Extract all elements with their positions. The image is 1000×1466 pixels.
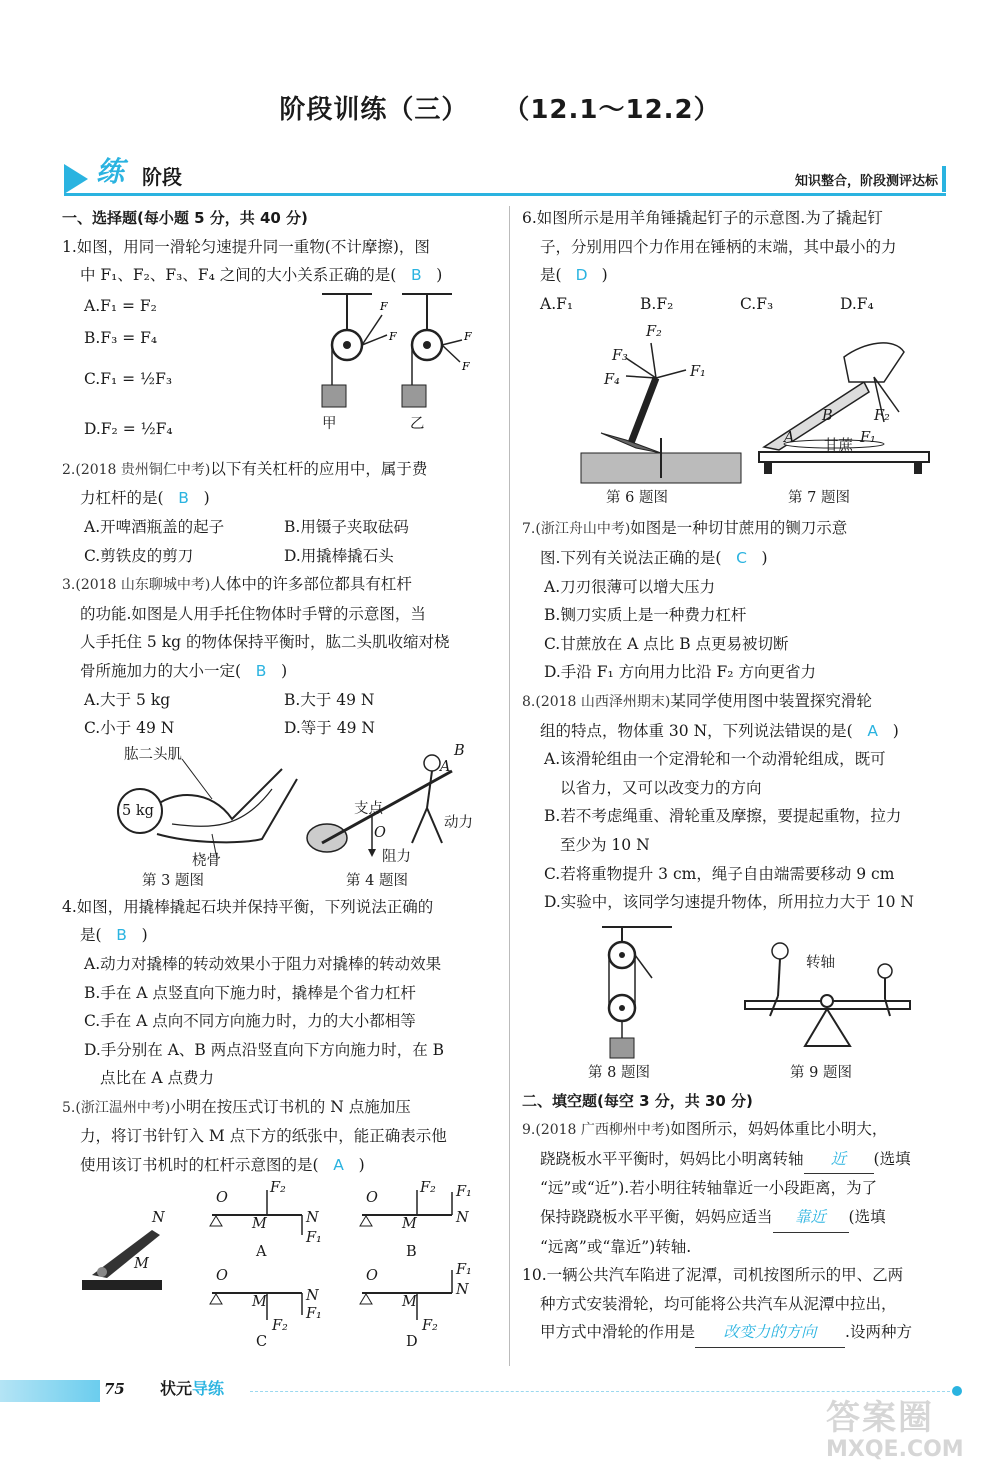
q7-source: 7.(浙江舟山中考): [522, 521, 631, 538]
q8-line1-text: 某同学使用图中装置探究滑轮: [670, 691, 872, 710]
q7-answer: C: [736, 548, 747, 567]
footer-accent: [0, 1380, 100, 1402]
q2-option-d: D.用撬棒撬石头: [284, 546, 394, 565]
svg-text:F: F: [464, 329, 472, 343]
q5-figure: [62, 1180, 502, 1360]
question-7: [522, 514, 950, 687]
question-8: [522, 687, 950, 917]
crowbar-load-label: 阻力: [382, 848, 411, 865]
lever-label-d: D: [406, 1333, 418, 1350]
lever-c-f2: F₂: [272, 1317, 288, 1334]
footer-rule: [250, 1391, 950, 1392]
q9-line2b: (选填: [873, 1149, 911, 1168]
q9-fill-2: 靠近: [773, 1203, 849, 1233]
fig8-caption: 第 8 题图: [588, 1064, 650, 1081]
q8-source: 8.(2018 山西泽州期末): [522, 693, 671, 710]
hammer-f1: F₁: [690, 364, 706, 381]
q1-option-b: B.F₃ = F₄: [84, 328, 158, 347]
fig4-caption: 第 4 题图: [346, 872, 408, 889]
q4-option-d-cont: 点比在 A 点费力: [100, 1069, 215, 1088]
lever-d-f1: F₁: [456, 1261, 472, 1278]
cutter-cane: 甘蔗: [824, 438, 853, 455]
arm-weight-label: 5 kg: [122, 802, 154, 819]
q9-line1: [522, 1115, 950, 1145]
q4-line1: 4.如图，用撬棒撬起石块并保持平衡，下列说法正确的: [62, 897, 434, 916]
hammer-f2: F₂: [646, 324, 662, 341]
section-heading-fill: 二、填空题(每空 3 分，共 30 分): [522, 1091, 753, 1110]
lever-a-n: N: [306, 1209, 319, 1226]
q1-body: [62, 290, 502, 455]
q8-option-b-cont: 至少为 10 N: [560, 835, 650, 854]
q5-line1: [62, 1093, 502, 1123]
q6-line3: 是( D ): [522, 261, 950, 290]
q1-option-d: D.F₂ = ½F₄: [84, 419, 173, 438]
q2-answer: B: [178, 489, 189, 508]
question-9: [522, 1115, 950, 1261]
stapler-m-label: M: [134, 1255, 149, 1272]
q6-option-b: B.F₂: [640, 294, 674, 313]
question-1: [62, 233, 502, 455]
lever-c-o: O: [216, 1267, 228, 1284]
q8-option-d: D.实验中，该同学匀速提升物体，所用拉力大于 10 N: [544, 893, 914, 912]
figures-6-7: [522, 318, 950, 514]
section-heading-choice: 一、选择题(每小题 5 分，共 40 分): [62, 209, 308, 227]
q9-line2: [522, 1145, 950, 1175]
q3-option-b: B.大于 49 N: [284, 690, 375, 709]
q9-line2a: 跷跷板水平平衡时，妈妈比小明离转轴: [540, 1149, 804, 1168]
q9-line4b: (选填: [848, 1208, 886, 1227]
q8-option-a: A.该滑轮组由一个定滑轮和一个动滑轮组成，既可: [544, 750, 886, 769]
question-5: [62, 1093, 502, 1360]
title-range: （12.1～12.2）: [516, 95, 721, 125]
q7-option-b: B.铡刀实质上是一种费力杠杆: [544, 606, 747, 625]
lever-a-f1: F₁: [306, 1229, 322, 1246]
pulley-block-diagram: [592, 923, 682, 1063]
fig6-caption: 第 6 题图: [606, 490, 668, 507]
q7-line2: 图.下列有关说法正确的是( C ): [522, 544, 950, 573]
lever-c-n: N: [306, 1287, 319, 1304]
q3-line4-text: 骨所施加力的大小一定(: [80, 661, 242, 680]
lever-label-b: B: [406, 1243, 417, 1260]
q2-options-row1: [62, 513, 502, 542]
q7-option-c: C.甘蔗放在 A 点比 B 点更易被切断: [544, 634, 789, 653]
lever-b-n: N: [456, 1209, 469, 1226]
question-3: [62, 570, 502, 743]
question-10: [522, 1261, 950, 1348]
q3-answer: B: [255, 661, 267, 680]
stapler-n-label: N: [152, 1209, 165, 1226]
q10-line3b: .设两种方: [845, 1323, 912, 1342]
lever-a-f2: F₂: [270, 1179, 286, 1196]
q10-line3a: 甲方式中滑轮的作用是: [540, 1323, 696, 1342]
q1-option-a: A.F₁ = F₂: [84, 296, 157, 315]
q2-source: 2.(2018 贵州铜仁中考): [62, 461, 211, 478]
arm-muscle-label: 肱二头肌: [124, 746, 182, 763]
figures-8-9: [522, 917, 950, 1087]
q5-line2: 力，将订书针钉入 M 点下方的纸张中，能正确表示他: [80, 1127, 447, 1146]
q2-line1: [62, 455, 502, 485]
q8-line1: [522, 687, 950, 717]
band-mark: 练: [96, 155, 125, 188]
q3-options-row2: [62, 714, 502, 743]
q10-fill: 改变力的方向: [695, 1318, 845, 1348]
q3-line1: [62, 570, 502, 600]
q4-option-a: A.动力对撬棒的转动效果小于阻力对撬棒的转动效果: [84, 954, 442, 973]
q3-line2: 的功能.如图是人用手托住物体时手臂的示意图，当: [80, 604, 426, 623]
footer-brand-b: 导练: [192, 1379, 225, 1398]
q4-answer: B: [116, 926, 127, 945]
lever-a-m: M: [252, 1215, 267, 1232]
left-column: [62, 204, 502, 1360]
q3-line1-text: 人体中的许多部位都具有杠杆: [210, 575, 412, 594]
q2-line1-text: 以下有关杠杆的应用中，属于费: [210, 459, 428, 478]
q7-line2-text: 图.下列有关说法正确的是(: [540, 548, 722, 567]
q8-line2: 组的特点，物体重 30 N，下列说法错误的是( A ): [522, 717, 950, 746]
q2-option-a: A.开啤酒瓶盖的起子: [84, 517, 225, 536]
watermark-logo: 答案圈: [826, 1398, 934, 1438]
question-4: [62, 893, 502, 1093]
crowbar-b-label: B: [454, 742, 465, 759]
q5-source: 5.(浙江温州中考): [62, 1099, 171, 1116]
q3-option-a: A.大于 5 kg: [84, 690, 171, 709]
lever-a-o: O: [216, 1189, 228, 1206]
q8-option-c: C.若将重物提升 3 cm，绳子自由端需要移动 9 cm: [544, 864, 895, 883]
q3-source: 3.(2018 山东聊城中考): [62, 577, 211, 594]
q7-line1-text: 如图是一种切甘蔗用的铡刀示意: [630, 519, 848, 538]
arm-bone-label: 桡骨: [192, 852, 221, 869]
crowbar-a-label: A: [440, 758, 451, 775]
svg-text:F: F: [389, 329, 397, 343]
question-2: [62, 455, 502, 570]
q4-option-c: C.手在 A 点向不同方向施力时，力的大小都相等: [84, 1012, 416, 1031]
title-text: 阶段训练（三）: [279, 95, 469, 125]
q3-option-d: D.等于 49 N: [284, 719, 375, 738]
fig9-caption: 第 9 题图: [790, 1064, 852, 1081]
q1-line2-text: 中 F₁、F₂、F₃、F₄ 之间的大小关系正确的是(: [80, 266, 397, 285]
footer-dot: [952, 1386, 962, 1396]
q2-options-row2: [62, 542, 502, 571]
band-name: 阶段: [142, 165, 182, 189]
cutter-b: B: [822, 408, 833, 425]
q6-line3-text: 是(: [540, 266, 562, 285]
q9-line5: “远离”或“靠近”)转轴.: [540, 1237, 692, 1256]
page-title: [0, 96, 1000, 125]
q6-answer: D: [575, 266, 588, 285]
q4-option-d: D.手分别在 A、B 两点沿竖直向下方向施力时，在 B: [84, 1040, 445, 1059]
lever-label-a: A: [256, 1243, 267, 1260]
q6-option-d: D.F₄: [840, 294, 874, 313]
q7-option-d: D.手沿 F₁ 方向用力比沿 F₂ 方向更省力: [544, 663, 816, 682]
q8-line2-text: 组的特点，物体重 30 N，下列说法错误的是(: [540, 721, 853, 740]
watermark: [826, 1398, 994, 1462]
lever-b-m: M: [402, 1215, 417, 1232]
q9-line4: [522, 1203, 950, 1233]
stapler-diagram: [72, 1210, 182, 1300]
q2-line2: 力杠杆的是( B ): [62, 484, 502, 513]
q6-options: [522, 290, 950, 319]
crowbar-effort-label: 动力: [444, 814, 473, 831]
q1-line2: 中 F₁、F₂、F₃、F₄ 之间的大小关系正确的是( B ): [62, 261, 502, 290]
q2-option-b: B.用镊子夹取砝码: [284, 517, 409, 536]
cutter-f1: F₁: [860, 430, 876, 447]
q9-source: 9.(2018 广西柳州中考): [522, 1122, 671, 1139]
q9-line4a: 保持跷跷板水平平衡，妈妈应适当: [540, 1208, 773, 1227]
q9-fill-1: 近: [804, 1145, 874, 1175]
crowbar-pivot-label: 支点: [354, 800, 383, 817]
q2-line2-text: 力杠杆的是(: [80, 489, 164, 508]
lever-b-f1: F₁: [456, 1183, 472, 1200]
svg-text:F: F: [462, 359, 470, 373]
q8-option-b: B.若不考虑绳重、滑轮重及摩擦，要提起重物，拉力: [544, 807, 902, 826]
q3-options-row1: [62, 686, 502, 715]
q1-label-jia: 甲: [322, 415, 337, 432]
q3-line3: 人手托住 5 kg 的物体保持平衡时，肱二头肌收缩对桡: [80, 633, 450, 652]
lever-d-f2: F₂: [422, 1317, 438, 1334]
lever-c-m: M: [252, 1293, 267, 1310]
q10-line3: [522, 1318, 950, 1348]
q9-line3: “远”或“近”).若小明往转轴靠近一小段距离，为了: [540, 1179, 878, 1198]
q9-line1-text: 如图所示，妈妈体重比小明大，: [670, 1120, 888, 1139]
q5-line3-text: 使用该订书机时的杠杆示意图的是(: [80, 1156, 319, 1175]
lever-b-o: O: [366, 1189, 378, 1206]
q1-label-yi: 乙: [410, 415, 425, 432]
crowbar-o-label: O: [374, 824, 386, 841]
figures-3-4: [62, 743, 502, 893]
q6-line2: 子，分别用四个力作用在锤柄的末端，其中最小的力: [540, 237, 897, 256]
q5-line1-text: 小明在按压式订书机的 N 点施加压: [170, 1097, 411, 1116]
seesaw-axis-label: 转轴: [806, 954, 835, 971]
q4-line2: 是( B ): [62, 921, 502, 950]
hammer-f3: F₃: [612, 348, 628, 365]
lever-d-m: M: [402, 1293, 417, 1310]
column-divider: [509, 206, 510, 1366]
q1-answer: B: [410, 266, 422, 285]
q5-answer: A: [333, 1156, 344, 1175]
q6-option-a: A.F₁: [540, 294, 574, 313]
q7-line1: [522, 514, 950, 544]
lever-label-c: C: [256, 1333, 268, 1350]
watermark-url: MXQE.COM: [826, 1437, 964, 1462]
cutter-a: A: [784, 430, 795, 447]
q1-figure: [292, 290, 502, 455]
q8-answer: A: [867, 721, 878, 740]
slogan-bar: [942, 166, 946, 192]
q2-option-c: C.剪铁皮的剪刀: [84, 546, 194, 565]
cutter-f2: F₂: [874, 408, 890, 425]
q3-line4: 骨所施加力的大小一定( B ): [62, 657, 502, 686]
lever-c-f1: F₁: [306, 1305, 322, 1322]
band-slogan: 知识整合，阶段测评达标: [794, 174, 938, 189]
q1-line1: 1.如图，用同一滑轮匀速提升同一重物(不计摩擦)，图: [62, 237, 430, 256]
footer-brand: [160, 1375, 224, 1404]
fig3-caption: 第 3 题图: [142, 872, 204, 889]
hammer-diagram: [576, 328, 746, 488]
lever-d-n: N: [456, 1281, 469, 1298]
q5-line3: 使用该订书机时的杠杆示意图的是( A ): [62, 1151, 502, 1180]
lever-b-f2: F₂: [420, 1179, 436, 1196]
q3-option-c: C.小于 49 N: [84, 719, 175, 738]
question-6: [522, 204, 950, 318]
q4-line2-text: 是(: [80, 926, 102, 945]
play-arrow-icon: [64, 164, 88, 194]
q1-options: [62, 290, 292, 455]
q6-option-c: C.F₃: [740, 294, 774, 313]
right-column: [522, 204, 950, 1348]
q1-option-c: C.F₁ = ½F₃: [84, 369, 173, 388]
fig7-caption: 第 7 题图: [788, 490, 850, 507]
q4-option-b: B.手在 A 点竖直向下施力时，撬棒是个省力杠杆: [84, 983, 416, 1002]
section-band: [64, 155, 946, 196]
q10-line1: 10.一辆公共汽车陷进了泥潭，司机按图所示的甲、乙两: [522, 1266, 904, 1285]
q8-option-a-cont: 以省力，又可以改变力的方向: [560, 778, 762, 797]
q7-option-a: A.刀刃很薄可以增大压力: [544, 577, 716, 596]
q10-line2: 种方式安装滑轮，均可能将公共汽车从泥潭中拉出，: [540, 1294, 897, 1313]
hammer-f4: F₄: [604, 372, 620, 389]
q6-line1: 6.如图所示是用羊角锤撬起钉子的示意图.为了撬起钉: [522, 209, 883, 227]
page-number: 75: [104, 1380, 125, 1398]
footer-brand-a: 状元: [160, 1379, 193, 1398]
svg-text:F: F: [380, 299, 388, 313]
lever-d-o: O: [366, 1267, 378, 1284]
